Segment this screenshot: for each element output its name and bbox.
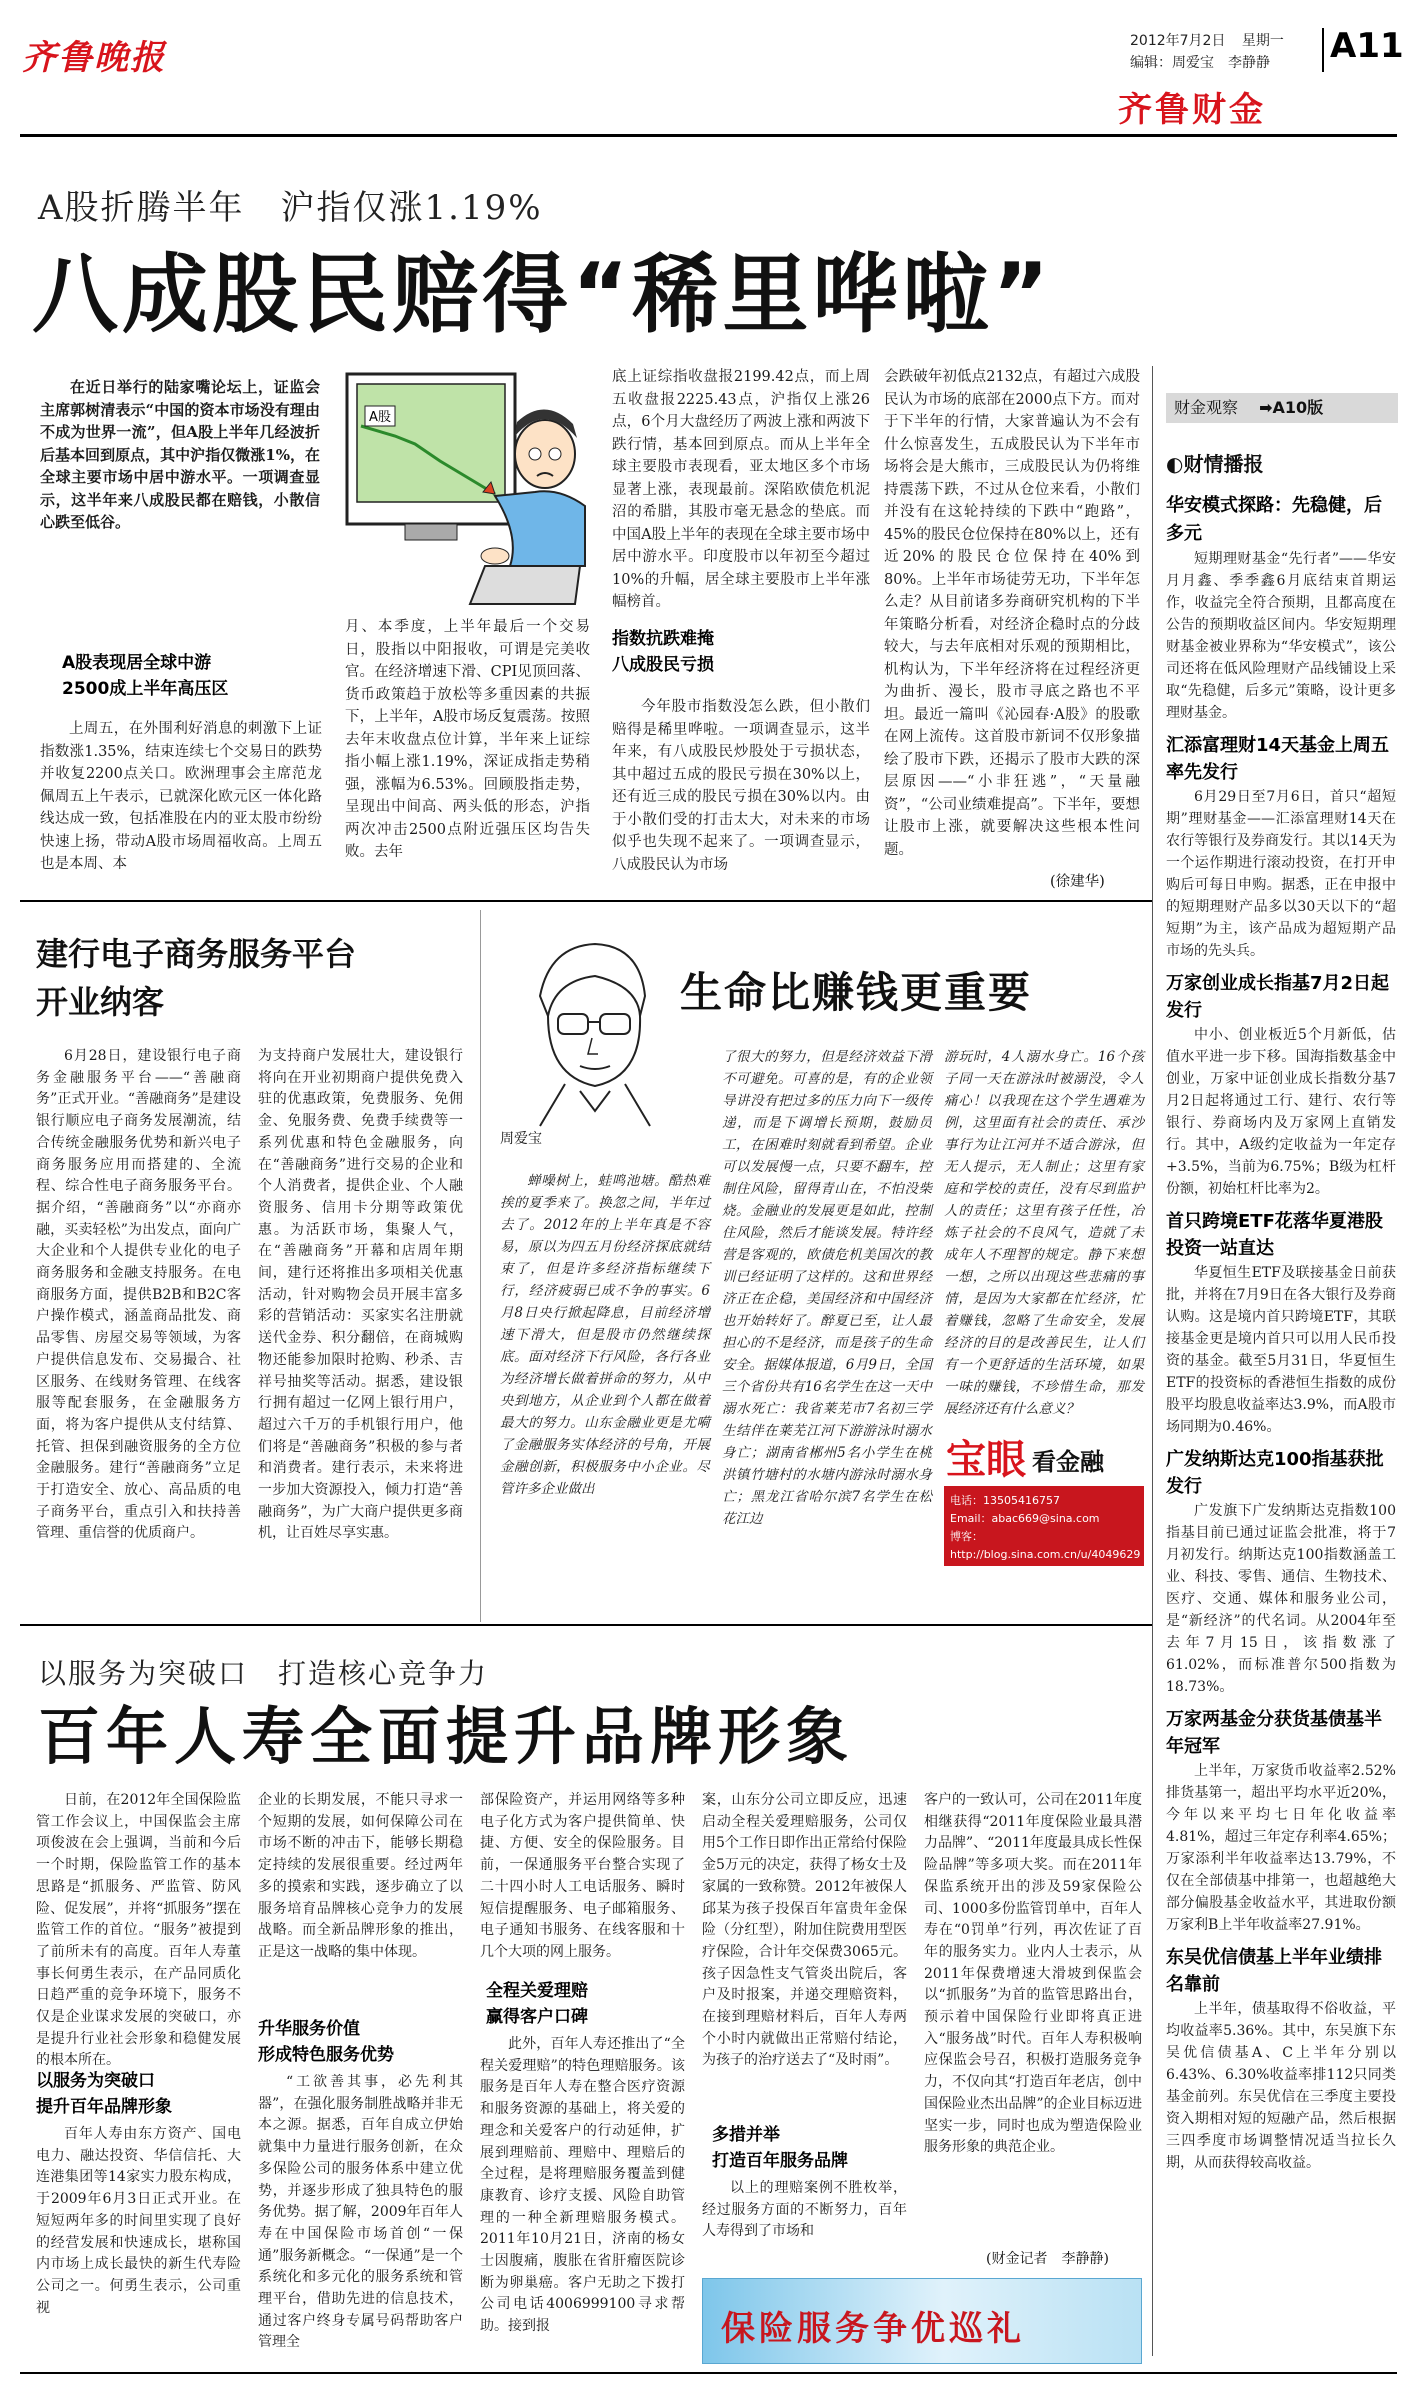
main-headline: 八成股民赔得“稀里哗啦” bbox=[32, 245, 1054, 345]
main-sub2-line2: 八成股民亏损 bbox=[612, 655, 714, 675]
column-col3-text: 游玩时，4人溺水身亡。16个孩子同一天在游泳时被溺没，令人痛心！以我现在这个学生遇难为例，这里面有社会的责任、承沙事行为让江河并不适合游泳，但无人提示，无人制止；这里有家庭和学校的责任，没有尽到监护人的责任；这里有孩子任性，冶炼子社会的不良风气，造就了未成年人不理智的规定。静下来想一想，之所以出现这些悲痛的事情，是因为大家都在忙经济，忙着赚钱，忽略了生命安全，发展经济的目的是改善民生，让人们有一个更舒适的生活环境，如果一味的赚钱，不珍惜生命，那发展经济还有什么意义？ bbox=[944, 1049, 1144, 1417]
main-sub1-line1: A股表现居全球中游 bbox=[62, 653, 212, 673]
ins-byline: (财金记者 李静静) bbox=[986, 2251, 1109, 2267]
ins-col1b bbox=[36, 2124, 241, 2370]
column-author: 周爱宝 bbox=[500, 1131, 542, 1147]
column-headline: 生命比赚钱更重要 bbox=[680, 968, 1033, 1017]
sidebar-tag-link[interactable]: ➡A10版 bbox=[1259, 398, 1324, 417]
ins-sub2 bbox=[258, 2016, 463, 2068]
main-col3a-text: 底上证综指收盘报2199.42点，而上周五收盘报2225.43点，沪指仅上涨26点，6个月大盘经历了两波上涨和两波下跌行情，基本回到原点。而从上半年全球主要股市表现看，亚太地区多个市场显著上涨，表现最前。深陷欧债危机泥沼的希腊，其股市毫无悬念的垫底。而中国A股上半年的表现在全球主要市场中居中游水平。印度股市以年初至今超过10%的升幅，居全球主要股市上半年涨幅榜首。 bbox=[612, 369, 870, 610]
main-illustration bbox=[345, 366, 590, 608]
ins-col2a bbox=[258, 1790, 463, 2008]
banner-small: 看金融 bbox=[1032, 1448, 1104, 1476]
ins-sub1 bbox=[36, 2068, 241, 2120]
ins-col2b bbox=[258, 2072, 463, 2370]
issue-date bbox=[1130, 30, 1284, 50]
ins-sub3-line1: 全程关爱理赔 bbox=[486, 1981, 588, 2001]
sidebar-tag-label: 财金观察 bbox=[1174, 398, 1239, 417]
sidebar-divider bbox=[1152, 366, 1153, 2356]
ins-sub3-line2: 赢得客户口碑 bbox=[486, 2007, 588, 2027]
ins-col2a-text: 企业的长期发展，不能只寻求一个短期的发展，如何保障公司在市场不断的冲击下，能够长期稳定持续的发展很重要。经过两年多的摸索和实践，逐步确立了以服务培育品牌核心竞争力的发展战略。而全新品牌形象的推出，正是这一战略的集中体现。 bbox=[258, 1792, 463, 1960]
illustration-label: A股 bbox=[369, 410, 391, 425]
page-number-divider bbox=[1322, 28, 1324, 72]
main-bottom-rule bbox=[20, 900, 1152, 902]
author-portrait bbox=[500, 926, 680, 1126]
sidebar-item-body: 中小、创业板近5个月新低，估值水平进一步下移。国海指数基金中创业，万家中证创业成长指数分基7月2日起将通过工行、建行、农行等银行、券商场内及万家网上直销发行。其中，A级约定收益为一年定存+3.5%，当前为6.75%；B级为杠杆份额，初始杠杆比率为2。 bbox=[1166, 1027, 1396, 1197]
ins-col1a-text: 日前，在2012年全国保险监管工作会议上，中国保监会主席项俊波在会上强调，当前和今后一个时期，保险监管工作的基本思路是“抓服务、严监管、防风险、促发展”，并将“抓服务”摆在监管工作的首位。“服务”被提到了前所未有的高度。百年人寿董事长何勇生表示，在产品同质化日趋严重的竞争环境下，服务不仅是企业谋求发展的突破口，亦是提升行业社会形象和稳健发展的根本所在。 bbox=[36, 1792, 241, 2069]
insurance-kicker: 以服务为突破口 打造核心竞争力 bbox=[38, 1657, 489, 1690]
sidebar-item bbox=[1166, 1706, 1396, 1936]
sidebar-section-title-text: 财情播报 bbox=[1183, 452, 1264, 476]
ccb-col2 bbox=[258, 1046, 463, 1616]
ins-col1b-text: 百年人寿由东方资产、国电电力、融达投资、华信信托、大连港集团等14家实力股东构成，于2009年6月3日正式开业。在短短两年多的时间里实现了良好的经营发展和快速成长，堪称国内市场上成长最快的新生代寿险公司之一。何勇生表示，公司重视 bbox=[36, 2126, 241, 2316]
ins-sub2-line1: 升华服务价值 bbox=[258, 2019, 360, 2039]
newspaper-logo: 齐鲁晚报 bbox=[22, 38, 166, 78]
sidebar-item-title: 汇添富理财14天基金上周五率先发行 bbox=[1166, 735, 1390, 783]
sidebar-item-body: 6月29日至7月6日，首只“超短期”理财基金——汇添富理财14天在农行等银行及券商发行。其以14天为一个运作期进行滚动投资，在打开申购后可每日申购。据悉，正在申报中的短期理财产品多以30天以下的“超短期”为主，该产品成为超短期产品市场的先头兵。 bbox=[1166, 789, 1396, 959]
sidebar-item-body: 短期理财基金“先行者”——华安月月鑫、季季鑫6月底结束首期运作，收益完全符合预期，且都高度在公告的预期收益区间内。华安短期理财基金被业界称为“华安模式”，该公司还将在低风险理财产品线铺设上采取“先稳健，后多元”策略，设计更多理财基金。 bbox=[1166, 551, 1396, 721]
ins-sub4 bbox=[712, 2122, 912, 2174]
column-col3 bbox=[944, 1046, 1144, 1417]
date-text: 2012年7月2日 bbox=[1130, 33, 1226, 49]
ins-sub4-line2: 打造百年服务品牌 bbox=[712, 2151, 848, 2171]
sidebar-item bbox=[1166, 1208, 1396, 1438]
ins-sub1-line1: 以服务为突破口 bbox=[36, 2071, 155, 2091]
sidebar-section-bullet-icon: ◐ bbox=[1166, 452, 1184, 476]
ccb-col2-text: 为支持商户发展壮大，建设银行将向在开业初期商户提供免费入驻的优惠政策，免费服务、免佣金、免服务费、免费手续费等一系列优惠和特色金融服务，向在“善融商务”进行交易的企业和个人消费者，提供企业、个人融资服务、信用卡分期等政策优惠。为活跃市场，集聚人气，在“善融商务”开幕和店周年期间，建行还将推出多项相关优惠活动，针对购物会员开展丰富多彩的营销活动：买家实名注册就送代金券、积分翻倍，在商城购物还能参加限时抢购、秒杀、吉祥号抽奖等活动。据悉，建设银行拥有超过一亿网上银行用户，超过六千万的手机银行用户，他们将是“善融商务”积极的参与者和消费者。建行表示，未来将进一步加大资源投入，倾力打造“善融商务”，为广大商户提供更多商机，让百姓尽享实惠。 bbox=[258, 1048, 463, 1542]
ins-col3b bbox=[480, 2034, 685, 2370]
insurance-headline: 百年人寿全面提升品牌形象 bbox=[38, 1700, 855, 1773]
sidebar-section-title bbox=[1166, 448, 1263, 477]
main-sub2 bbox=[612, 626, 870, 678]
main-sub1-line2: 2500成上半年高压区 bbox=[62, 679, 229, 699]
main-col3a bbox=[612, 366, 870, 612]
ins-col4a-text: 案，山东分公司立即反应，迅速启动全程关爱理赔服务，公司仅用5个工作日即作出正常给付保险金5万元的决定，获得了杨女士及家属的一致称赞。2012年被保人邱某为孩子投保百年富贵年金保险（分红型），附加住院费用型医疗保险，合计年交保费3065元。孩子因急性支气管炎出院后，客户及时报案，并递交理赔资料，在接到理赔材料后，百年人寿两个小时内就做出正常赔付结论，为孩子的治疗送去了“及时雨”。 bbox=[702, 1792, 907, 2069]
ins-col3a bbox=[480, 1790, 685, 1970]
ccb-headline-line2: 开业纳客 bbox=[36, 983, 165, 1021]
ins-col2b-text: “工欲善其事，必先利其器”，在强化服务制胜战略并非无本之源。据悉，百年自成立伊始就集中力量进行服务创新，在众多保险公司的服务体系中建立优势，并逐步形成了独具特色的服务优势。据了解，2009年百年人寿在中国保险市场首创“一保通”服务新概念。“一保通”是一个系统化和多元化的服务系统和管理平台，借助先进的信息技术，通过客户终身专属号码帮助客户管理全 bbox=[258, 2074, 463, 2351]
contact-email: Email：abac669@sina.com bbox=[950, 1512, 1100, 1525]
insurance-banner-text: 保险服务争优巡礼 bbox=[721, 2309, 1025, 2349]
column-col1 bbox=[500, 1170, 710, 1616]
ccb-col1-text: 6月28日，建设银行电子商务金融服务平台——“善融商务”正式开业。“善融商务”是建设银行顺应电子商务发展潮流，结合传统金融服务优势和新兴电子商务服务应用而搭建的、全流程、综合性电子商务服务平台。据介绍，“善融商务”以“亦商亦融，买卖轻松”为出发点，面向广大企业和个人提供专业化的电子商务服务和金融支持服务。在电商服务方面，提供B2B和B2C客户操作模式，涵盖商品批发、商品零售、房屋交易等领域，为客户提供信息发布、交易撮合、社区服务、在线财务管理、在线客服等配套服务，在金融服务方面，将为客户提供从支付结算、托管、担保到融资服务的全方位金融服务。建行“善融商务”立足于打造安全、放心、高品质的电子商务平台，重点引入和扶持善管理、重信誉的优质商户。 bbox=[36, 1048, 241, 1542]
section-name: 齐鲁财金 bbox=[1118, 90, 1266, 130]
sidebar-item-body: 上半年，万家货币收益率2.52%排货基第一，超出平均水平近20%，今年以来平均七日年化收益率4.81%，超过三年定存利率4.65%；万家添利半年收益率达13.79%，不仅在全部债基中排第一，也超越绝大部分偏股基金收益水平，其进取份额万家利B上半年收益率27.91%。 bbox=[1166, 1763, 1396, 1933]
column-col2-text: 了很大的努力，但是经济效益下滑不可避免。可喜的是，有的企业领导讲没有把过多的压力向下一级传递，而是下调增长预期，鼓励员工，在困难时刻就看到希望。企业可以发展慢一点，只要不翻车，控制住风险，留得青山在，不怕没柴烧。金融业的发展更是如此，控制住风险，然后才能谈发展。特许经营是客观的，欧债危机美国次的教训已经证明了这样的。这和世界经济正在企稳，美国经济和中国经济也开始转好了。醉夏已至，让人最担心的不是经济，而是孩子的生命安全。据媒体报道，6月9日，全国三个省份共有16名学生在这一天中溺水死亡：我省莱芜市7名初三学生结伴在莱芜江河下游游泳时溺水身亡；湖南省郴州5名小学生在桃洪镇竹塘村的水塘内游泳时溺水身亡；黑龙江省哈尔滨7名学生在松花江边 bbox=[722, 1049, 932, 1527]
ins-sub1-line2: 提升百年品牌形象 bbox=[36, 2097, 172, 2117]
main-lead bbox=[40, 376, 320, 558]
bottom-rule bbox=[20, 2372, 1397, 2374]
ccb-divider bbox=[480, 910, 481, 1622]
main-col1-text: 上周五，在外围利好消息的刺激下上证指数涨1.35%，结束连续七个交易日的跌势并收复2200点关口。欧洲理事会主席范龙佩周五上午表示，已就深化欧元区一体化路线达成一致，包括准股在内的亚太股市纷纷快速上扬，带动A股市场周福收高。上周五也是本周、本 bbox=[40, 721, 322, 872]
sidebar-item bbox=[1166, 1944, 1396, 2174]
sidebar-item-title: 东吴优信债基上半年业绩排名靠前 bbox=[1166, 1947, 1382, 1995]
sidebar-item-body: 华夏恒生ETF及联接基金日前获批，并将在7月9日在各大银行及券商认购。这是境内首只跨境ETF，其联接基金更是境内首只可以用人民币投资的基金。截至5月31日，华夏恒生ETF的投资标的香港恒生指数的成份股平均股息收益率达3.9%，而A股市场同期为0.46%。 bbox=[1166, 1265, 1396, 1435]
ins-col3a-text: 部保险资产，并运用网络等多种电子化方式为客户提供简单、快捷、方便、安全的保险服务。目前，一保通服务平台整合实现了二十四小时人工电话服务、瞬时短信提醒服务、电子邮箱服务、电子通知书服务、在线客服和十几个大项的网上服务。 bbox=[480, 1792, 685, 1960]
ins-col5 bbox=[924, 1790, 1142, 2244]
ins-col3b-text: 此外，百年人寿还推出了“全程关爱理赔”的特色理赔服务。该服务是百年人寿在整合医疗资源和服务资源的基础上，将关爱的理念和关爱客户的行动延伸，扩展到理赔前、理赔中、理赔后的全过程，是将理赔服务覆盖到健康教育、诊疗支援、风险自助管理的一种全新理赔服务模式。2011年10月21日，济南的杨女士因腹痛，腹胀在省肝瘤医院诊断为卵巢癌。客户无助之下拨打公司电话4006999100寻求帮助。接到报 bbox=[480, 2036, 685, 2335]
main-col3b-text: 今年股市指数没怎么跌，但小散们赔得是稀里哗啦。一项调查显示，这半年来，有八成股民炒股处于亏损状态，其中超过五成的股民亏损在30%以上，还有近三成的股民亏损在30%以内。由于小散们受的打击太大，对未来的市场似乎也失现不起来了。一项调查显示，八成股民认为市场 bbox=[612, 699, 870, 873]
editors-line: 编辑：周爱宝 李静静 bbox=[1130, 55, 1270, 71]
sidebar-item-body: 上半年，债基取得不俗收益，平均收益率5.36%。其中，东吴旗下东吴优信债基A、C上半年分别以6.43%、6.30%收益率排112只同类基金前列。东吴优信在三季度主要投资入期相对短的短融产品，然后根据三四季度市场调整情况适当拉长久期，从而获得较高收益。 bbox=[1166, 2001, 1396, 2171]
sidebar-item-title: 广发纳斯达克100指基获批发行 bbox=[1166, 1449, 1384, 1497]
ins-sub4-line1: 多措并举 bbox=[712, 2125, 780, 2145]
ccb-headline-line1: 建行电子商务服务平台 bbox=[36, 935, 357, 973]
page-number: A11 bbox=[1330, 26, 1404, 66]
sidebar-item-body: 广发旗下广发纳斯达克指数100指基目前已通过证监会批准，将于7月初发行。纳斯达克100指数涵盖工业、科技、零售、通信、生物技术、医疗、交通、媒体和服务业公司，是“新经济”的代名词。从2004年至去年7月15日，该指数涨了61.02%，而标准普尔500指数为18.73%。 bbox=[1166, 1503, 1396, 1695]
main-col1 bbox=[40, 718, 322, 892]
column-contact bbox=[944, 1486, 1144, 1566]
ccb-col1 bbox=[36, 1046, 241, 1616]
column-col1-text: 蝉噪树上，蛙鸣池塘。酷热难挨的夏季来了。换忽之间，半年过去了。2012年的上半年真是不容易，原以为四五月份经济探底就结束了，但是许多经济指标继续下行，经济疲弱已成不争的事实。6月8日央行掀起降息，目前经济增速下滑大，但是股市仍然继续探底。面对经济下行风险，各行各业为经济增长做着拼命的努力，从中央到地方，从企业到个人都在做着最大的努力。山东金融业更是尤嗬了金融服务实体经济的号角，开展金融创新，积极服务中小企业。尽管许多企业做出 bbox=[500, 1173, 710, 1497]
main-lead-text: 在近日举行的陆家嘴论坛上，证监会主席郭树清表示“中国的资本市场没有理由不成为世界一流”，但A股上半年几经波折后基本回到原点，其中沪指仅微涨1%，在全球主要市场中居中游水平。一项调查显示，这半年来八成股民都在赔钱，小散信心跌至低谷。 bbox=[40, 378, 320, 531]
main-col2-text: 月、本季度，上半年最后一个交易日，股指以中阳报收，可谓是完美收官。在经济增速下滑、CPI见顶回落、货币政策趋于放松等多重因素的共振下，上半年，A股市场反复震荡。按照去年末收盘点位计算，半年来上证综指小幅上涨1.19%，深证成指走势稍强，涨幅为6.53%。回顾股指走势，呈现出中间高、两头低的形态，沪指两次冲击2500点附近强压区均告失败。去年 bbox=[345, 619, 590, 860]
banner-big: 宝眼 bbox=[946, 1437, 1026, 1483]
column-col2 bbox=[722, 1046, 932, 1616]
sidebar-item bbox=[1166, 1446, 1396, 1698]
sidebar-item-title: 万家创业成长指基7月2日起发行 bbox=[1166, 973, 1390, 1021]
contact-blog: 博客：http://blog.sina.com.cn/u/4049629 bbox=[950, 1530, 1141, 1561]
main-col3b bbox=[612, 696, 870, 892]
sidebar-item bbox=[1166, 732, 1396, 962]
main-byline: (徐建华) bbox=[1050, 874, 1105, 890]
main-sub1 bbox=[62, 650, 322, 702]
sidebar-item-title: 万家两基金分获货基债基半年冠军 bbox=[1166, 1709, 1382, 1757]
main-col2 bbox=[345, 616, 590, 892]
insurance-banner bbox=[702, 2278, 1142, 2364]
contact-tel: 电话：13505416757 bbox=[950, 1494, 1060, 1507]
ins-sub2-line2: 形成特色服务优势 bbox=[258, 2045, 394, 2065]
ins-col4b bbox=[702, 2178, 907, 2244]
sidebar-tag bbox=[1166, 393, 1398, 423]
mid-rule bbox=[20, 1624, 1152, 1626]
main-col4-text: 会跌破年初低点2132点，有超过六成股民认为市场的底部在2000点下方。而对于下半年的行情，大家普遍认为不会有什么惊喜发生，五成股民认为下半年市场将会是大熊市，三成股民认为仍将维持震荡下跌，不过从仓位来看，小散们并没有在这轮持续的下跌中“跑路”，45%的股民仓位保持在80%以上，还有近20%的股民仓位保持在40%到80%。上半年市场徒劳无功，下半年怎么走？从目前诸多券商研究机构的下半年策略分析看，对经济企稳时点的分歧较大，与去年底相对乐观的预期相比，机构认为，下半年经济将在过程经济更为曲折、漫长，股市寻底之路也不平坦。最近一篇叫《沁园春·A股》的股歌在网上流传。这首股市新词不仅形象描绘了股市下跌，还揭示了股市大跌的深层原因——“小非狂逃”，“天量融资”，“公司业绩难提高”。下半年，要想让股市上涨，就要解决这些根本性问题。 bbox=[884, 369, 1140, 858]
sidebar-item-title: 华安模式探路：先稳健，后多元 bbox=[1166, 495, 1382, 544]
ccb-headline bbox=[36, 930, 356, 1026]
sidebar-item bbox=[1166, 970, 1396, 1200]
sidebar-news-list bbox=[1166, 492, 1396, 2372]
ins-col4b-text: 以上的理赔案例不胜枚举，经过服务方面的不断努力，百年人寿得到了市场和 bbox=[702, 2180, 907, 2240]
main-sub2-line1: 指数抗跌难掩 bbox=[612, 629, 714, 649]
ins-col5-text: 客户的一致认可，公司在2011年度相继获得“2011年度保险业最具潜力品牌”、“2011年度最具成长性保险品牌”等多项大奖。而在2011年保监系统开出的涉及59家保险公司、1000多份监管罚单中，百年人寿在“0罚单”行列，再次佐证了百年的服务实力。业内人士表示，从2011年保费增速大滑坡到保监会以“抓服务”为首的监管思路出台，预示着中国保险行业即将真正进入“服务战”时代。百年人寿积极响应保监会号召，积极打造服务竞争力，不仅向其“打造百年老店，创中国保险业杰出品牌”的企业目标迈进坚实一步，同时也成为塑造保险业服务形象的典范企业。 bbox=[924, 1792, 1142, 2156]
main-col4 bbox=[884, 366, 1140, 866]
header-rule bbox=[20, 134, 1397, 137]
ins-col1a bbox=[36, 1790, 241, 2069]
sidebar-item bbox=[1166, 492, 1396, 724]
ins-sub3 bbox=[486, 1978, 686, 2030]
weekday-text: 星期一 bbox=[1241, 33, 1284, 49]
sidebar-item-title: 首只跨境ETF花落华夏港股投资一站直达 bbox=[1166, 1211, 1383, 1259]
main-kicker: A股折腾半年 沪指仅涨1.19% bbox=[38, 188, 543, 228]
ins-col4a bbox=[702, 1790, 907, 2114]
